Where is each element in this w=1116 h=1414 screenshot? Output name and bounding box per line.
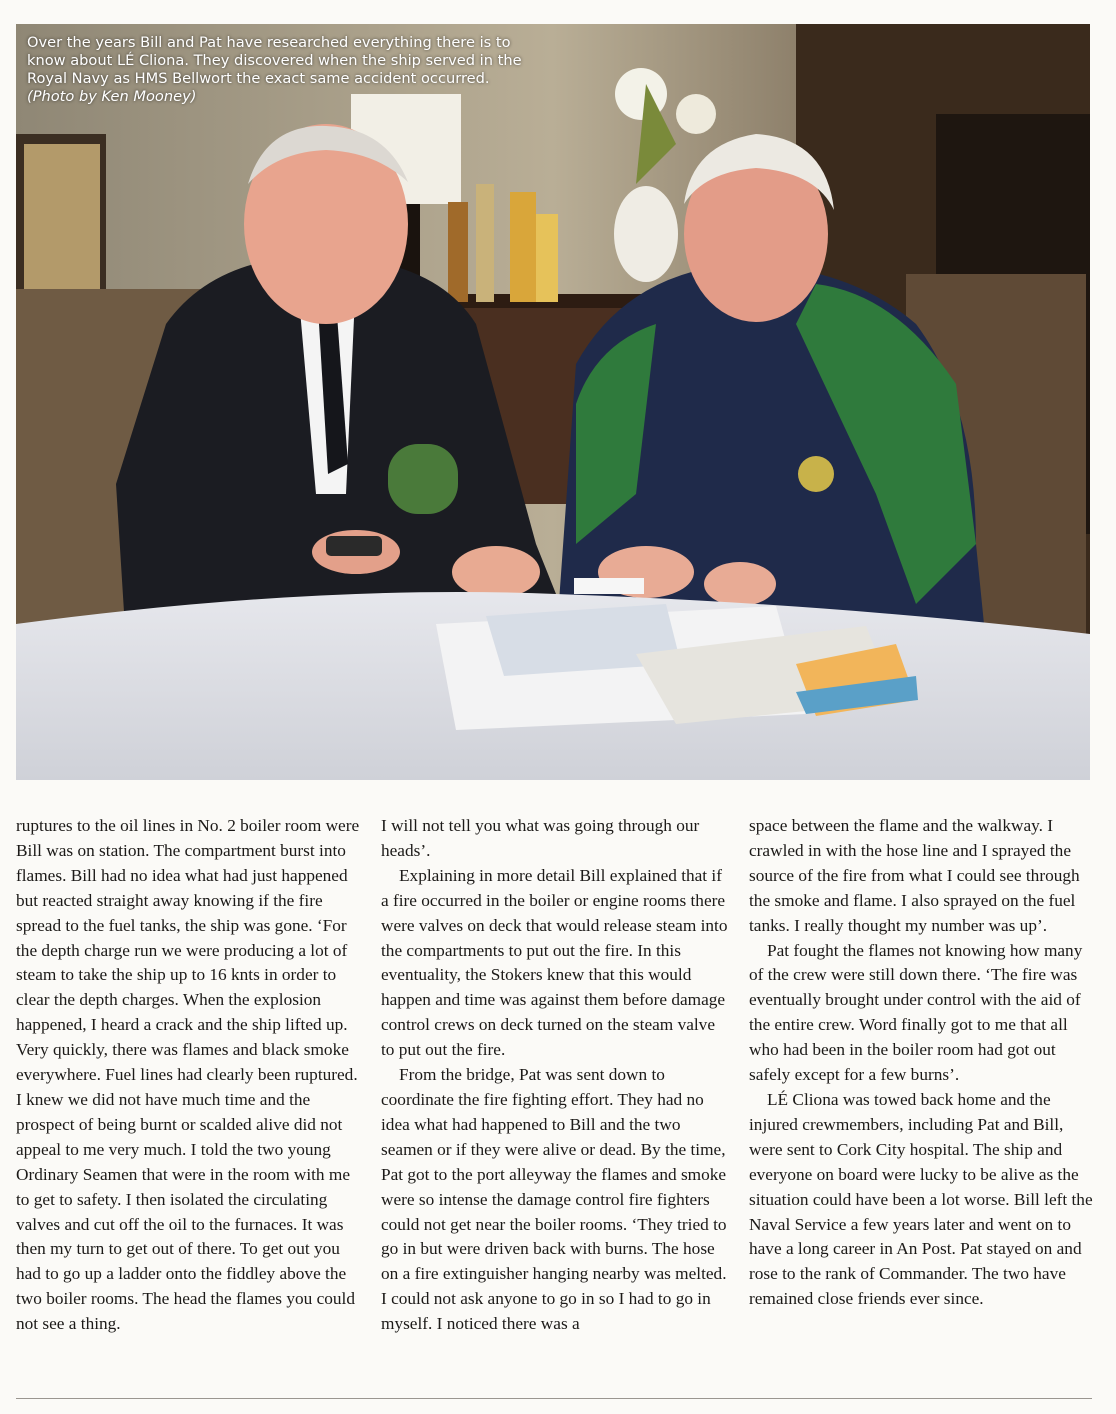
article-column-1	[16, 814, 364, 1337]
article-column-3	[749, 814, 1099, 1312]
paragraph: Pat fought the flames not knowing how many of the crew were still down there. ‘The fire was eventually brought under control with the aid of the entire crew. Word finally got to me that all who had been in the boiler room had got out safely except for a few burns’.	[749, 940, 1083, 1085]
paragraph: Explaining in more detail Bill explained that if a fire occurred in the boiler or engine rooms there were valves on deck that would release steam into the compartments to put out the fire. In this eventuality, the Stokers knew that this would happen and time was against them before damage control crews on deck turned on the steam valve to put out the fire.	[381, 865, 728, 1060]
paragraph: From the bridge, Pat was sent down to coordinate the fire fighting effort. They had no idea what had happened to Bill and the two seamen or if they were alive or dead. By the time, Pat got to the port alleyway the flames and smoke were so intense the damage control fire fighters could not get near the boiler rooms. ‘They tried to go in but were driven back with burns. The hose on a fire extinguisher hanging nearby was melted. I could not ask anyone to go in so I had to go in myself. I noticed there was a	[381, 1065, 727, 1334]
paragraph: space between the flame and the walkway. I crawled in with the hose line and I sprayed the source of the fire from what I could see through the smoke and flame. I also sprayed on the fuel tanks. I really thought my number was up’.	[749, 816, 1080, 935]
article-photo	[16, 24, 1090, 780]
caption-line: know about LÉ Cliona. They discovered when the ship served in the	[27, 52, 522, 69]
photo-illustration	[16, 24, 1090, 780]
paragraph: I will not tell you what was going through our heads’.	[381, 816, 700, 860]
article-column-2	[381, 814, 729, 1337]
caption-line: Royal Navy as HMS Bellwort the exact same accident occurred.	[27, 70, 490, 87]
paragraph: LÉ Cliona was towed back home and the injured crewmembers, including Pat and Bill, were sent to Cork City hospital. The ship and everyone on board were lucky to be alive as the situation could have been a lot worse. Bill left the Naval Service a few years later and went on to have a long career in An Post. Pat stayed on and rose to the rank of Commander. The two have remained close friends ever since.	[749, 1089, 1093, 1309]
paragraph: ruptures to the oil lines in No. 2 boiler room were Bill was on station. The compartment burst into flames. Bill had no idea what had just happened but reacted straight away knowing if the fire spread to the fuel tanks, the ship was gone. ‘For the depth charge run we were producing a lot of steam to take the ship up to 16 knts in order to clear the depth charges. When the explosion happened, I heard a crack and the ship lifted up. Very quickly, there was flames and black smoke everywhere. Fuel lines had clearly been ruptured. I knew we did not have much time and the prospect of being burnt or scalded alive did not appeal to me very much. I told the two young Ordinary Seamen that were in the room with me to get to safety. I then isolated the circulating valves and cut off the oil to the furnaces. It was then my turn to get out of there. To get out you had to go up a ladder onto the fiddley above the two boiler rooms. The head the flames you could not see a thing.	[16, 816, 360, 1334]
photo-credit: (Photo by Ken Mooney)	[27, 88, 197, 105]
photo-caption	[27, 34, 667, 106]
caption-line: Over the years Bill and Pat have researched everything there is to	[27, 34, 511, 51]
bottom-rule	[16, 1398, 1092, 1399]
